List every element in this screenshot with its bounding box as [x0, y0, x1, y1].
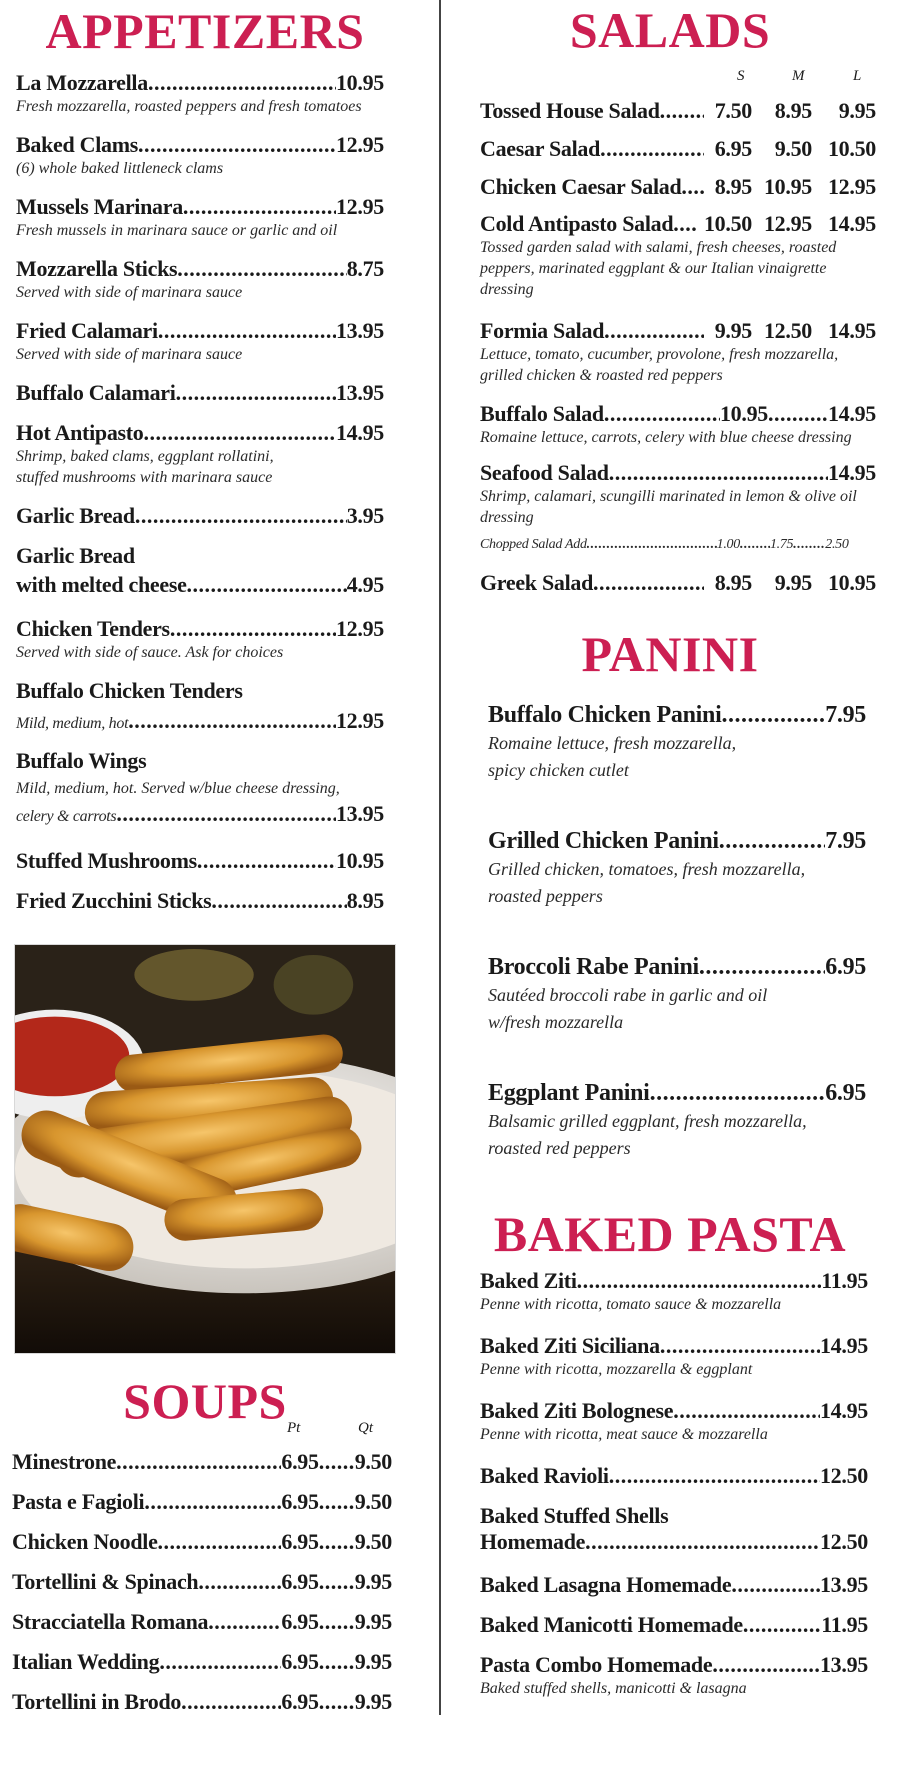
salads-heading: SALADS — [569, 2, 771, 58]
soup-price-qt: 9.50 — [354, 1449, 392, 1474]
item-name: Hot Antipasto — [16, 420, 144, 445]
salad-item — [480, 570, 876, 596]
salad-item — [480, 136, 876, 162]
item-description: Penne with ricotta, mozzarella & eggplant — [480, 1361, 753, 1378]
soup-price-pt: 6.95 — [281, 1529, 319, 1554]
pasta-item — [480, 1612, 868, 1638]
soup-name: Tortellini & Spinach — [12, 1569, 199, 1594]
price-m: 8.95 — [774, 98, 812, 123]
item-name: Broccoli Rabe Panini — [488, 954, 699, 980]
item-price: 7.95 — [825, 702, 866, 728]
item-name: Garlic Bread — [16, 503, 135, 528]
item-name: Greek Salad — [480, 570, 594, 595]
pasta-item — [480, 1503, 868, 1555]
item-description: w/fresh mozzarella — [488, 1012, 624, 1032]
item-name: Cold Antipasto Salad — [480, 211, 674, 236]
item-name: Baked Ziti Siciliana — [480, 1333, 660, 1358]
table-row — [12, 1449, 392, 1475]
soup-price-qt: 9.95 — [354, 1609, 392, 1634]
table-row — [12, 1609, 392, 1635]
item-price: 14.95 — [819, 1333, 868, 1358]
column-divider — [439, 0, 441, 1715]
price-s: 10.95 — [719, 401, 768, 426]
price-l: 14.95 — [827, 318, 876, 343]
menu-item — [16, 678, 384, 734]
soups-heading: SOUPS — [123, 1373, 287, 1429]
soup-price-qt: 9.95 — [354, 1569, 392, 1594]
item-description: Tossed garden salad with salami, fresh cheeses, roasted — [480, 239, 837, 256]
item-name: Seafood Salad — [480, 460, 609, 485]
item-name-line2: Homemade — [480, 1529, 586, 1554]
addon-label: Chopped Salad Add — [480, 537, 587, 552]
addon-price-s: 1.00 — [716, 537, 740, 552]
item-description: Mild, medium, hot. Served w/blue cheese dressing, — [16, 780, 340, 797]
menu-item — [16, 888, 384, 914]
item-name: Formia Salad — [480, 318, 605, 343]
item-description: Lettuce, tomato, cucumber, provolone, fresh mozzarella, — [480, 346, 839, 363]
item-name: Baked Ziti Bolognese — [480, 1398, 674, 1423]
item-name: Chicken Tenders — [16, 616, 170, 641]
item-price: 12.50 — [819, 1529, 868, 1554]
item-price: 8.95 — [346, 888, 384, 913]
menu-item — [16, 748, 384, 827]
item-description: Shrimp, calamari, scungilli marinated in lemon & olive oil — [480, 488, 857, 505]
soup-name: Chicken Noodle — [12, 1529, 158, 1554]
soup-name: Italian Wedding — [12, 1649, 160, 1674]
panini-item — [488, 952, 866, 1036]
menu-item — [16, 420, 384, 488]
menu-item — [16, 543, 384, 598]
item-description: Romaine lettuce, fresh mozzarella, — [488, 733, 737, 753]
item-price: 12.95 — [335, 616, 384, 641]
table-row — [12, 1569, 392, 1595]
price-s: 10.50 — [703, 211, 752, 236]
item-name: Buffalo Salad — [480, 401, 604, 426]
item-name: Pasta Combo Homemade — [480, 1652, 713, 1677]
menu-item — [16, 318, 384, 365]
item-description: dressing — [480, 509, 534, 526]
menu-item — [16, 194, 384, 241]
item-name: Mussels Marinara — [16, 194, 183, 219]
salad-item — [480, 174, 876, 200]
item-price: 13.95 — [335, 318, 384, 343]
price-m: 12.95 — [763, 211, 812, 236]
addon-price-m: 1.75 — [769, 537, 794, 552]
item-name: Fried Calamari — [16, 318, 158, 343]
item-description: spicy chicken cutlet — [488, 760, 629, 780]
soup-price-qt: 9.95 — [354, 1649, 392, 1674]
price-l: 12.95 — [827, 174, 876, 199]
pasta-item — [480, 1398, 868, 1445]
salad-item — [480, 401, 876, 448]
price-m: 10.95 — [763, 174, 812, 199]
pasta-item — [480, 1572, 868, 1598]
soup-list — [12, 1449, 392, 1715]
price-s: 9.95 — [714, 318, 752, 343]
soup-price-pt: 6.95 — [281, 1689, 319, 1714]
item-description: Penne with ricotta, tomato sauce & mozzarella — [480, 1296, 782, 1313]
item-name: Chicken Caesar Salad — [480, 174, 682, 199]
item-name: Garlic Bread — [16, 543, 135, 568]
addon-price-l: 2.50 — [825, 537, 849, 552]
price-m: 12.50 — [763, 318, 812, 343]
item-description: Served with side of sauce. Ask for choices — [16, 644, 284, 661]
item-name: Buffalo Chicken Panini — [488, 702, 722, 728]
item-price: 14.95 — [335, 420, 384, 445]
item-description: celery & carrots — [16, 808, 117, 825]
soup-price-pt: 6.95 — [281, 1609, 319, 1634]
item-price: 6.95 — [825, 1080, 866, 1106]
item-price: 11.95 — [821, 1268, 868, 1293]
food-image-graphic — [15, 945, 395, 1353]
item-description: roasted red peppers — [488, 1138, 631, 1158]
price-l: 14.95 — [827, 211, 876, 236]
salad-item — [480, 211, 876, 300]
soup-price-qt: 9.50 — [354, 1489, 392, 1514]
table-row — [12, 1689, 392, 1715]
item-description: Mild, medium, hot — [16, 715, 129, 732]
item-description: Romaine lettuce, carrots, celery with blue cheese dressing — [480, 429, 852, 446]
menu-item — [16, 380, 384, 406]
soup-price-pt: 6.95 — [281, 1569, 319, 1594]
item-name: Mozzarella Sticks — [16, 256, 178, 281]
price-s: 7.50 — [714, 98, 752, 123]
size-label-s: S — [737, 68, 745, 84]
size-label-m: M — [792, 68, 805, 84]
pasta-item — [480, 1463, 868, 1489]
pasta-item — [480, 1652, 868, 1699]
item-description: Served with side of marinara sauce — [16, 346, 243, 363]
item-description: Fresh mozzarella, roasted peppers and fresh tomatoes — [16, 98, 362, 115]
item-price: 14.95 — [819, 1398, 868, 1423]
item-price: 10.95 — [335, 70, 384, 95]
salad-item — [480, 318, 876, 386]
pasta-item — [480, 1333, 868, 1380]
item-description: Penne with ricotta, meat sauce & mozzarella — [480, 1426, 768, 1443]
item-description: peppers, marinated eggplant & our Italian vinaigrette — [480, 260, 827, 277]
chopped-salad-add — [480, 536, 876, 554]
item-name: Buffalo Calamari — [16, 380, 176, 405]
item-name-line2: with melted cheese — [16, 572, 187, 597]
size-label-qt: Qt — [358, 1420, 373, 1436]
menu-item — [16, 132, 384, 179]
item-description: Baked stuffed shells, manicotti & lasagna — [480, 1680, 747, 1697]
item-price: 10.95 — [335, 848, 384, 873]
soup-name: Tortellini in Brodo — [12, 1689, 182, 1714]
price-m: 9.50 — [774, 136, 812, 161]
item-description: stuffed mushrooms with marinara sauce — [16, 469, 273, 486]
baked-pasta-heading: BAKED PASTA — [493, 1206, 847, 1262]
price-l: 10.50 — [827, 136, 876, 161]
item-price: 7.95 — [825, 828, 866, 854]
item-price: 4.95 — [346, 572, 384, 597]
menu-item — [16, 848, 384, 874]
table-row — [12, 1649, 392, 1675]
menu-item — [16, 256, 384, 303]
item-description: Served with side of marinara sauce — [16, 284, 243, 301]
menu-item — [16, 70, 384, 117]
item-description: Sautéed broccoli rabe in garlic and oil — [488, 985, 768, 1005]
item-name: Buffalo Chicken Tenders — [16, 678, 243, 703]
item-price: 13.95 — [335, 801, 384, 826]
price-l: 14.95 — [827, 460, 876, 485]
item-description: Fresh mussels in marinara sauce or garlic and oil — [16, 222, 338, 239]
item-name: Baked Ziti — [480, 1268, 577, 1293]
item-name: Baked Stuffed Shells — [480, 1503, 669, 1528]
item-price: 6.95 — [825, 954, 866, 980]
item-description: dressing — [480, 281, 534, 298]
mozzarella-sticks-photo — [14, 944, 396, 1354]
table-row — [12, 1489, 392, 1515]
soup-price-pt: 6.95 — [281, 1449, 319, 1474]
item-price: 13.95 — [335, 380, 384, 405]
panini-item — [488, 826, 866, 910]
appetizers-heading: APPETIZERS — [45, 3, 365, 59]
item-name: Baked Clams — [16, 132, 138, 157]
soup-name: Pasta e Fagioli — [12, 1489, 145, 1514]
item-name: Baked Manicotti Homemade — [480, 1612, 743, 1637]
item-name: Grilled Chicken Panini — [488, 828, 719, 854]
item-name: Caesar Salad — [480, 136, 601, 161]
item-name: Fried Zucchini Sticks — [16, 888, 212, 913]
soup-price-qt: 9.50 — [354, 1529, 392, 1554]
price-m: 9.95 — [774, 570, 812, 595]
item-name: Tossed House Salad — [480, 98, 660, 123]
item-name: Baked Lasagna Homemade — [480, 1572, 732, 1597]
menu-item — [16, 616, 384, 663]
item-price: 13.95 — [819, 1572, 868, 1597]
item-price: 12.95 — [335, 194, 384, 219]
item-price: 12.95 — [335, 708, 384, 733]
item-price: 12.50 — [819, 1463, 868, 1488]
item-description: Grilled chicken, tomatoes, fresh mozzarella, — [488, 859, 806, 879]
price-l: 14.95 — [827, 401, 876, 426]
soup-price-pt: 6.95 — [281, 1649, 319, 1674]
soup-name: Stracciatella Romana — [12, 1609, 209, 1634]
item-name: La Mozzarella — [16, 70, 148, 95]
item-name: Stuffed Mushrooms — [16, 848, 197, 873]
item-description: Balsamic grilled eggplant, fresh mozzarella, — [488, 1111, 807, 1131]
panini-item — [488, 700, 866, 784]
soup-price-qt: 9.95 — [354, 1689, 392, 1714]
pasta-item — [480, 1268, 868, 1315]
price-s: 8.95 — [714, 570, 752, 595]
panini-item — [488, 1078, 866, 1162]
item-price: 11.95 — [821, 1612, 868, 1637]
price-s: 8.95 — [714, 174, 752, 199]
item-description: grilled chicken & roasted red peppers — [480, 367, 723, 384]
item-name: Baked Ravioli — [480, 1463, 609, 1488]
item-description: Shrimp, baked clams, eggplant rollatini, — [16, 448, 274, 465]
price-l: 10.95 — [827, 570, 876, 595]
item-name: Eggplant Panini — [488, 1080, 650, 1106]
size-label-l: L — [853, 68, 862, 84]
item-price: 3.95 — [346, 503, 384, 528]
salad-item — [480, 460, 876, 528]
table-row — [12, 1529, 392, 1555]
price-s: 6.95 — [714, 136, 752, 161]
panini-heading: PANINI — [581, 626, 759, 682]
price-l: 9.95 — [838, 98, 876, 123]
item-description: (6) whole baked littleneck clams — [16, 160, 224, 177]
item-price: 13.95 — [819, 1652, 868, 1677]
item-price: 8.75 — [346, 256, 384, 281]
item-name: Buffalo Wings — [16, 748, 147, 773]
item-description: roasted peppers — [488, 886, 603, 906]
menu-item — [16, 503, 384, 529]
soup-price-pt: 6.95 — [281, 1489, 319, 1514]
item-price: 12.95 — [335, 132, 384, 157]
soup-name: Minestrone — [12, 1449, 117, 1474]
salad-item — [480, 98, 876, 124]
size-label-pt: Pt — [287, 1420, 301, 1436]
